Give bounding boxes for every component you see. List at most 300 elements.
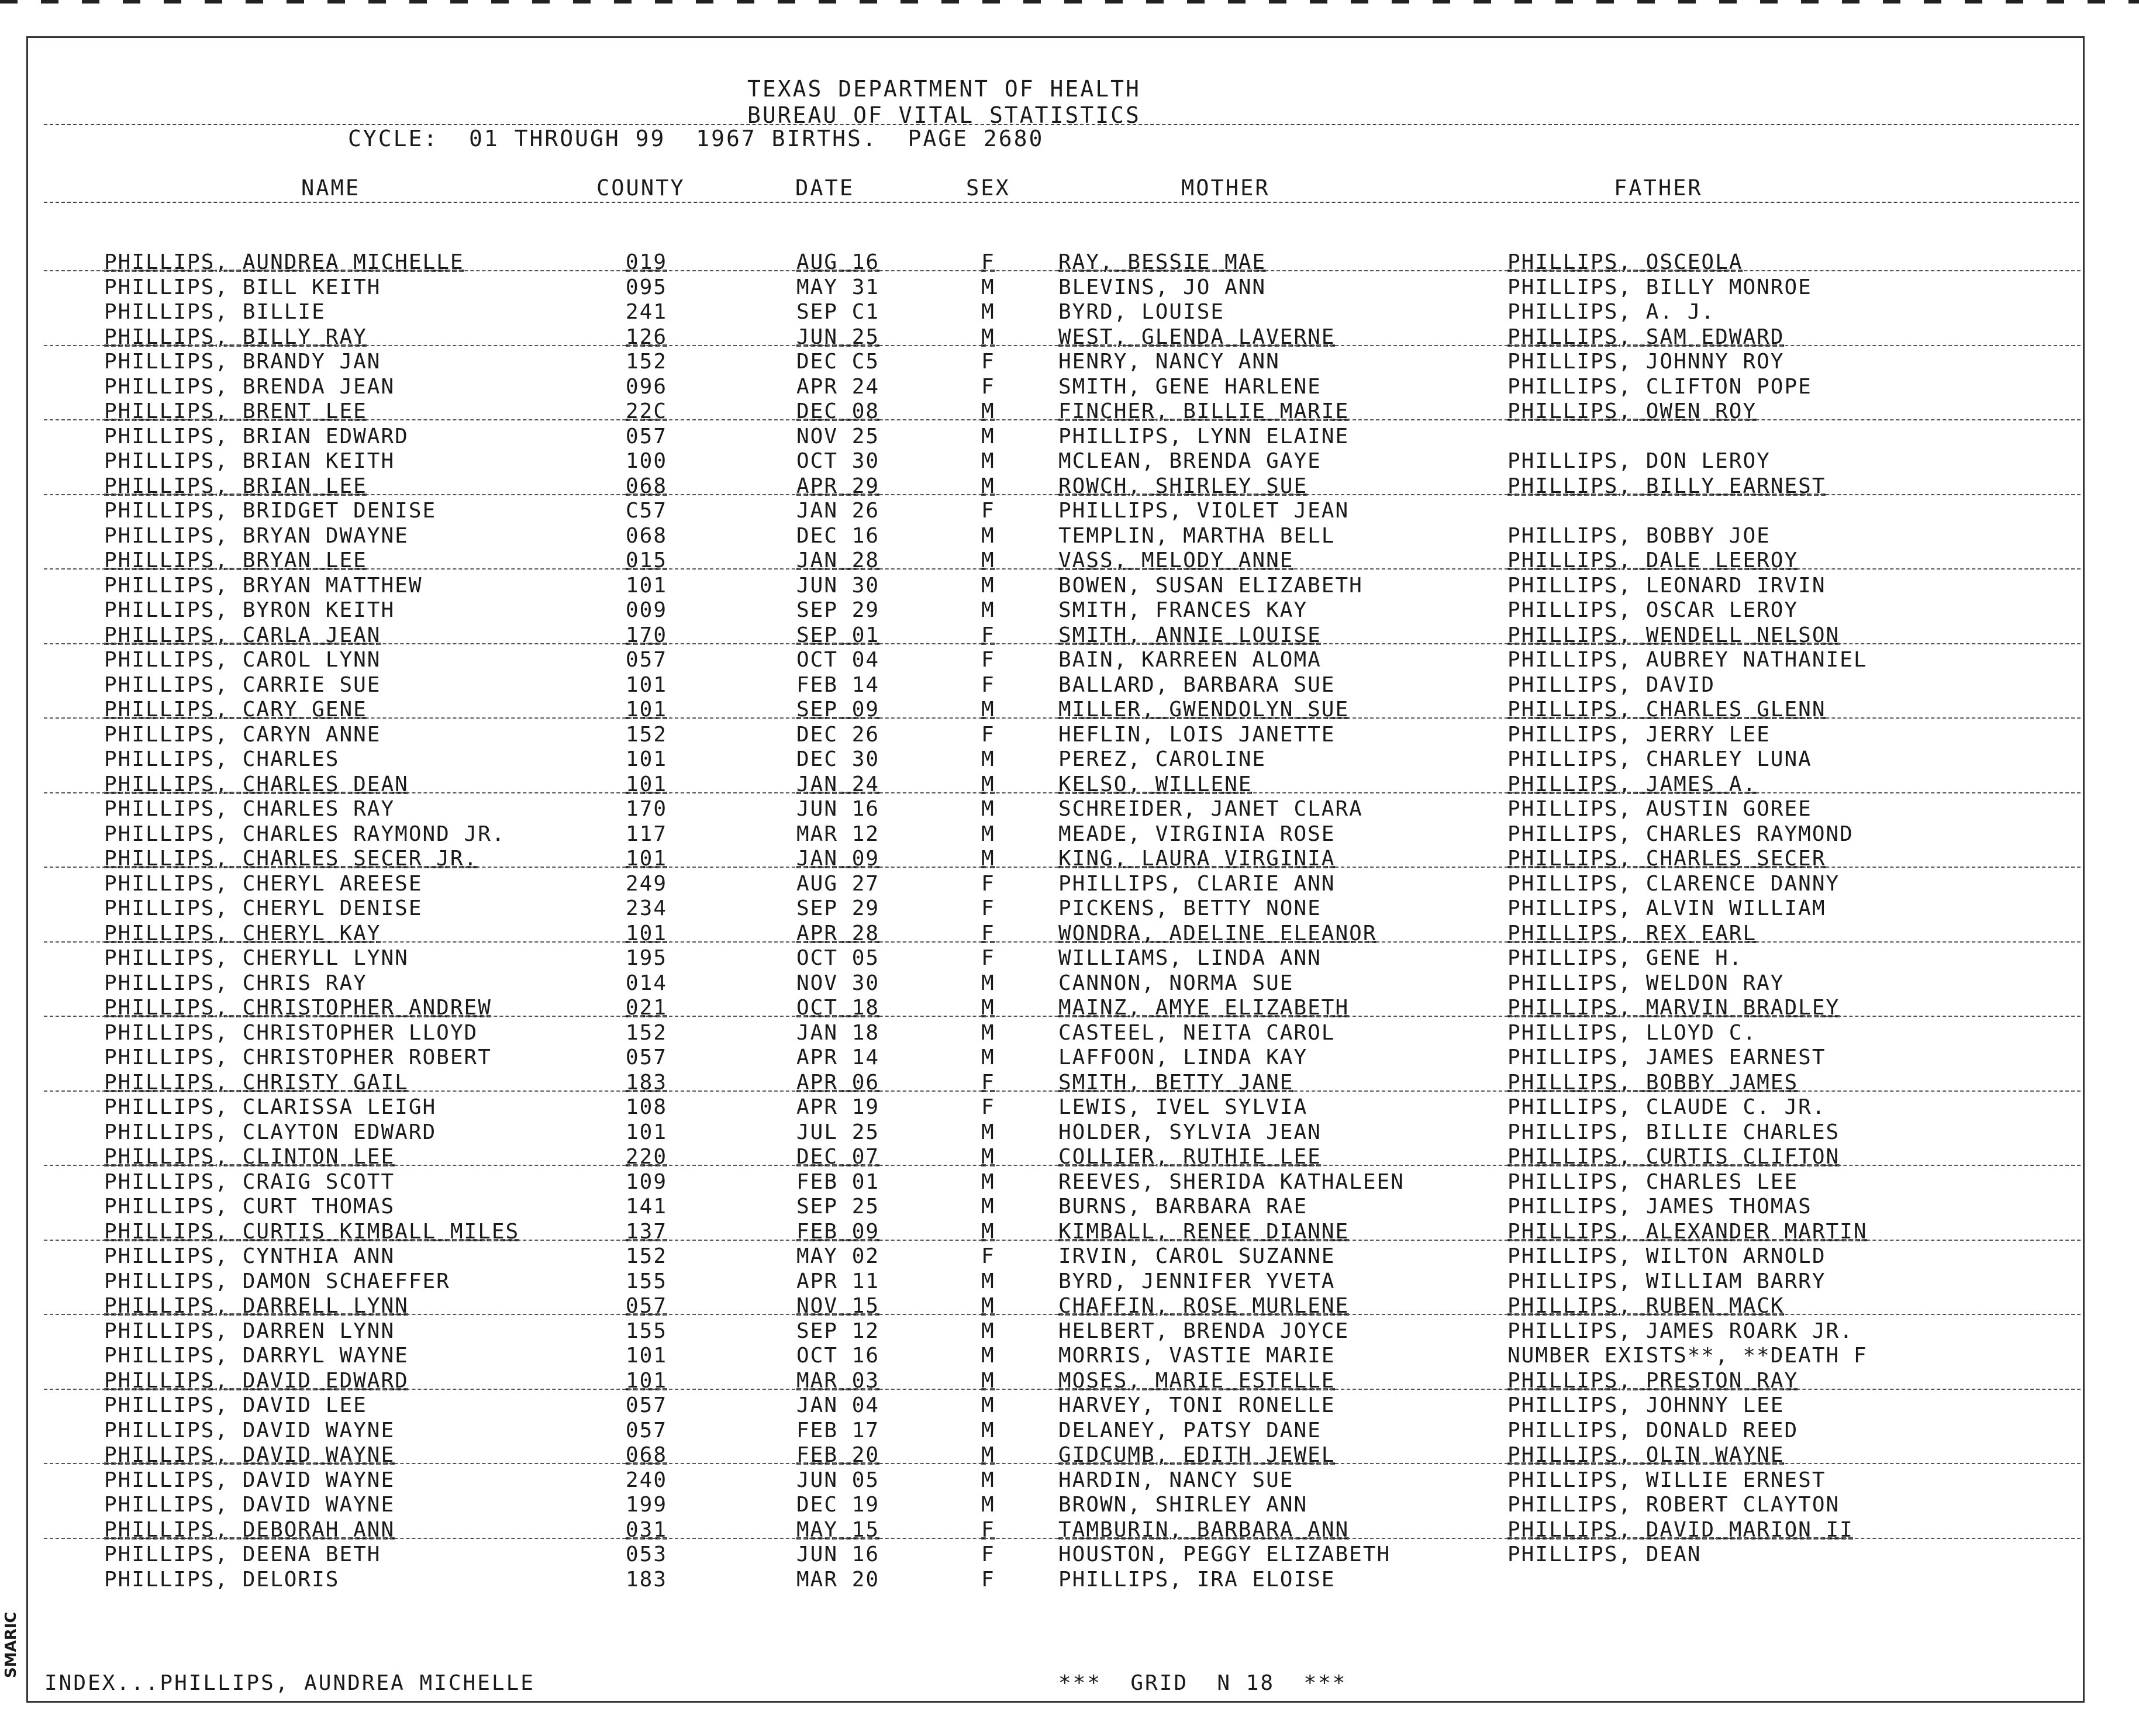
cell-county: 068 [626,523,668,548]
cell-mother: MCLEAN, BRENDA GAYE [1058,449,1322,473]
cell-sex: M [981,1344,995,1368]
cell-mother: SCHREIDER, JANET CLARA [1058,797,1363,821]
cell-name: PHILLIPS, BILLIE [104,300,326,324]
table-row [0,1045,2139,1070]
table-row [0,1369,2139,1393]
cell-date: SEP 01 [796,623,880,647]
cell-name: PHILLIPS, CHERYL AREESE [104,871,423,896]
table-row [0,747,2139,772]
table-row [0,1170,2139,1195]
cell-father: PHILLIPS, DAVID MARION II [1507,1517,1854,1542]
cell-county: 101 [626,1120,668,1144]
cell-sex: M [981,1393,995,1417]
cell-name: PHILLIPS, CURT THOMAS [104,1195,395,1219]
table-row [0,1095,2139,1120]
bureau-title: BUREAU OF VITAL STATISTICS [747,102,1141,128]
cell-county: 053 [626,1542,668,1566]
cell-father: PHILLIPS, DON LEROY [1507,449,1771,473]
cell-sex: M [981,325,995,349]
table-row [0,1319,2139,1344]
cell-father: NUMBER EXISTS**, **DEATH F [1507,1344,1868,1368]
table-row [0,399,2139,424]
cell-county: 155 [626,1319,668,1343]
cell-mother: LAFFOON, LINDA KAY [1058,1045,1308,1069]
cell-mother: BOWEN, SUSAN ELIZABETH [1058,573,1363,598]
cell-sex: M [981,1045,995,1069]
cell-sex: F [981,921,995,945]
cell-sex: M [981,449,995,473]
cell-date: MAY 31 [796,275,880,299]
table-row [0,1294,2139,1319]
cell-date: OCT 04 [796,648,880,672]
cell-county: 057 [626,1418,668,1442]
cell-father: PHILLIPS, WILLIE ERNEST [1507,1468,1826,1492]
table-row [0,1518,2139,1542]
agency-title: TEXAS DEPARTMENT OF HEALTH [747,76,1141,102]
cell-father: PHILLIPS, WENDELL NELSON [1507,623,1840,647]
cell-date: MAR 12 [796,822,880,846]
cell-mother: PICKENS, BETTY NONE [1058,896,1322,920]
cell-county: 199 [626,1493,668,1517]
cell-sex: F [981,871,995,896]
cell-date: JUN 30 [796,573,880,598]
cell-father: PHILLIPS, LLOYD C. [1507,1020,1757,1045]
table-row [0,996,2139,1020]
cell-father: PHILLIPS, ROBERT CLAYTON [1507,1493,1840,1517]
cell-father: PHILLIPS, BILLY EARNEST [1507,474,1826,498]
cell-date: OCT 16 [796,1344,880,1368]
cell-father: PHILLIPS, OWEN ROY [1507,399,1757,423]
column-header-date: DATE [795,175,855,201]
cell-sex: M [981,1468,995,1492]
cell-county: 009 [626,598,668,622]
cell-mother: WILLIAMS, LINDA ANN [1058,946,1322,970]
side-mark: SMARIC [2,1611,20,1678]
cell-date: APR 06 [796,1070,880,1095]
cell-county: 234 [626,896,668,920]
table-row [0,772,2139,797]
cell-sex: M [981,1418,995,1442]
cell-father: PHILLIPS, BILLY MONROE [1507,275,1812,299]
cell-sex: F [981,896,995,920]
cell-date: JAN 24 [796,772,880,796]
cell-county: 057 [626,1294,668,1318]
cell-sex: M [981,797,995,821]
cell-county: 155 [626,1269,668,1293]
cell-sex: M [981,424,995,448]
cell-date: DEC 19 [796,1493,880,1517]
cell-date: AUG 16 [796,250,880,274]
cell-date: FEB 14 [796,672,880,697]
cell-county: 101 [626,747,668,771]
table-row [0,574,2139,598]
table-row [0,1493,2139,1517]
table-row [0,1195,2139,1219]
table-row [0,1468,2139,1493]
cell-county: 170 [626,623,668,647]
table-row [0,822,2139,847]
cell-date: SEP C1 [796,300,880,324]
cell-date: APR 14 [796,1045,880,1069]
cell-name: PHILLIPS, CHARLES SECER JR. [104,847,478,871]
cell-county: 031 [626,1517,668,1542]
cell-name: PHILLIPS, BRIAN EDWARD [104,424,409,448]
table-row [0,1419,2139,1443]
cell-mother: SMITH, ANNIE LOUISE [1058,623,1322,647]
cell-name: PHILLIPS, DARRELL LYNN [104,1294,409,1318]
cell-mother: HOUSTON, PEGGY ELIZABETH [1058,1542,1391,1566]
cell-sex: F [981,672,995,697]
cell-mother: PHILLIPS, CLARIE ANN [1058,871,1336,896]
table-row [0,922,2139,946]
cell-sex: F [981,374,995,399]
cell-county: 152 [626,1020,668,1045]
cell-mother: RAY, BESSIE MAE [1058,250,1267,274]
cell-sex: M [981,1294,995,1318]
cell-county: 014 [626,971,668,995]
grid-footer: *** GRID N 18 *** [1058,1671,1347,1695]
cell-date: MAY 02 [796,1244,880,1268]
cell-father: PHILLIPS, BOBBY JAMES [1507,1070,1799,1095]
cell-father: PHILLIPS, DEAN [1507,1542,1702,1566]
cell-date: SEP 29 [796,598,880,622]
cell-county: 109 [626,1169,668,1194]
cell-name: PHILLIPS, DELORIS [104,1567,340,1592]
cell-name: PHILLIPS, DAMON SCHAEFFER [104,1269,450,1293]
cell-mother: WEST, GLENDA LAVERNE [1058,325,1336,349]
cell-sex: M [981,1219,995,1244]
cell-sex: F [981,1567,995,1592]
table-row [0,1344,2139,1368]
cell-name: PHILLIPS, AUNDREA MICHELLE [104,250,464,274]
cell-county: 108 [626,1095,668,1119]
table-row [0,946,2139,971]
cell-name: PHILLIPS, DARREN LYNN [104,1319,395,1343]
cell-county: 101 [626,698,668,722]
table-row [0,872,2139,896]
cell-county: 101 [626,1344,668,1368]
cell-father: PHILLIPS, OSCAR LEROY [1507,598,1799,622]
cell-mother: HOLDER, SYLVIA JEAN [1058,1120,1322,1144]
cell-sex: M [981,1368,995,1393]
cell-name: PHILLIPS, BILLY RAY [104,325,367,349]
cell-date: JAN 09 [796,847,880,871]
cell-date: SEP 12 [796,1319,880,1343]
table-row [0,275,2139,300]
cell-county: 249 [626,871,668,896]
cell-date: JAN 04 [796,1393,880,1417]
table-row [0,1568,2139,1592]
cell-date: NOV 30 [796,971,880,995]
index-footer: INDEX...PHILLIPS, AUNDREA MICHELLE [44,1671,535,1695]
cell-sex: M [981,698,995,722]
cell-sex: F [981,722,995,747]
cell-date: JUN 16 [796,797,880,821]
cell-father: PHILLIPS, JOHNNY ROY [1507,350,1785,374]
cell-date: JAN 18 [796,1020,880,1045]
cell-name: PHILLIPS, BRYAN MATTHEW [104,573,423,598]
table-row [0,1443,2139,1468]
cell-sex: M [981,598,995,622]
cell-date: DEC 16 [796,523,880,548]
cell-father: PHILLIPS, OSCEOLA [1507,250,1743,274]
cell-name: PHILLIPS, DEENA BETH [104,1542,381,1566]
cell-mother: HENRY, NANCY ANN [1058,350,1280,374]
cycle-line: CYCLE: 01 THROUGH 99 1967 BIRTHS. PAGE 2680 [348,126,1044,151]
table-row [0,1145,2139,1169]
cell-county: 068 [626,474,668,498]
cell-county: 100 [626,449,668,473]
cell-name: PHILLIPS, BYRON KEITH [104,598,395,622]
cell-county: 101 [626,847,668,871]
cell-name: PHILLIPS, CHERYL DENISE [104,896,423,920]
cell-mother: MEADE, VIRGINIA ROSE [1058,822,1336,846]
cell-county: 195 [626,946,668,970]
cell-mother: BLEVINS, JO ANN [1058,275,1267,299]
cell-father: PHILLIPS, CHARLES RAYMOND [1507,822,1854,846]
cell-name: PHILLIPS, BRIDGET DENISE [104,499,437,523]
cell-father: PHILLIPS, REX EARL [1507,921,1757,945]
cell-sex: M [981,1319,995,1343]
table-row [0,1393,2139,1418]
cell-father: PHILLIPS, JAMES ROARK JR. [1507,1319,1854,1343]
cell-county: 183 [626,1070,668,1095]
cell-name: PHILLIPS, CARYN ANNE [104,722,381,747]
cell-name: PHILLIPS, BRYAN DWAYNE [104,523,409,548]
cell-mother: HARVEY, TONI RONELLE [1058,1393,1336,1417]
table-row [0,548,2139,573]
table-row [0,499,2139,523]
cell-name: PHILLIPS, DEBORAH ANN [104,1517,395,1542]
cell-sex: M [981,275,995,299]
table-row [0,598,2139,623]
column-header-name: NAME [301,175,361,201]
cell-county: 152 [626,350,668,374]
table-row [0,350,2139,374]
column-header-mother: MOTHER [1181,175,1270,201]
cell-sex: F [981,499,995,523]
cell-date: DEC 30 [796,747,880,771]
cell-mother: FINCHER, BILLIE MARIE [1058,399,1350,423]
cell-sex: F [981,648,995,672]
cell-mother: KING, LAURA VIRGINIA [1058,847,1336,871]
cell-county: 170 [626,797,668,821]
cell-mother: HEFLIN, LOIS JANETTE [1058,722,1336,747]
table-row [0,375,2139,399]
cell-mother: CANNON, NORMA SUE [1058,971,1294,995]
cell-name: PHILLIPS, CHRISTOPHER ANDREW [104,996,492,1020]
cell-sex: M [981,523,995,548]
cell-county: 068 [626,1443,668,1467]
cell-name: PHILLIPS, CHERYLL LYNN [104,946,409,970]
cell-sex: M [981,399,995,423]
cell-sex: M [981,747,995,771]
cell-county: 057 [626,1393,668,1417]
cell-county: C57 [626,499,668,523]
table-row [0,1542,2139,1567]
cell-name: PHILLIPS, DAVID LEE [104,1393,367,1417]
cell-father: PHILLIPS, ALEXANDER MARTIN [1507,1219,1868,1244]
table-row [0,896,2139,921]
cell-name: PHILLIPS, CHARLES DEAN [104,772,409,796]
cell-date: NOV 25 [796,424,880,448]
cell-county: 101 [626,573,668,598]
top-edge-dashes [0,0,2139,4]
cell-county: 057 [626,648,668,672]
cell-sex: M [981,1169,995,1194]
cell-county: 101 [626,672,668,697]
cell-date: APR 19 [796,1095,880,1119]
cell-date: FEB 20 [796,1443,880,1467]
cell-name: PHILLIPS, CARLA JEAN [104,623,381,647]
table-row [0,1021,2139,1045]
cell-sex: M [981,996,995,1020]
cell-name: PHILLIPS, CHARLES [104,747,340,771]
cell-sex: M [981,822,995,846]
cell-county: 021 [626,996,668,1020]
table-row [0,1120,2139,1145]
cell-name: PHILLIPS, DAVID WAYNE [104,1418,395,1442]
cell-father: PHILLIPS, CLARENCE DANNY [1507,871,1840,896]
cell-mother: DELANEY, PATSY DANE [1058,1418,1322,1442]
cell-sex: F [981,1095,995,1119]
cell-mother: KELSO, WILLENE [1058,772,1253,796]
cell-county: 095 [626,275,668,299]
cell-father: PHILLIPS, ALVIN WILLIAM [1507,896,1826,920]
cell-sex: M [981,1493,995,1517]
cell-name: PHILLIPS, DAVID EDWARD [104,1368,409,1393]
cell-date: DEC C5 [796,350,880,374]
cell-county: 152 [626,1244,668,1268]
cell-sex: F [981,1542,995,1566]
cell-date: APR 28 [796,921,880,945]
cell-mother: MORRIS, VASTIE MARIE [1058,1344,1336,1368]
cell-father: PHILLIPS, WILLIAM BARRY [1507,1269,1826,1293]
cell-mother: ROWCH, SHIRLEY SUE [1058,474,1308,498]
cell-mother: IRVIN, CAROL SUZANNE [1058,1244,1336,1268]
cell-mother: BAIN, KARREEN ALOMA [1058,648,1322,672]
table-row [0,325,2139,350]
cell-father: PHILLIPS, BOBBY JOE [1507,523,1771,548]
cell-mother: HARDIN, NANCY SUE [1058,1468,1294,1492]
cell-mother: GIDCUMB, EDITH JEWEL [1058,1443,1336,1467]
cell-name: PHILLIPS, DAVID WAYNE [104,1468,395,1492]
cell-date: OCT 18 [796,996,880,1020]
cell-date: JUN 05 [796,1468,880,1492]
cell-sex: M [981,548,995,572]
cell-mother: BYRD, JENNIFER YVETA [1058,1269,1336,1293]
cell-county: 141 [626,1195,668,1219]
cell-father: PHILLIPS, CLAUDE C. JR. [1507,1095,1826,1119]
cell-sex: F [981,946,995,970]
cell-sex: M [981,971,995,995]
cell-date: FEB 01 [796,1169,880,1194]
cell-date: DEC 26 [796,722,880,747]
cell-father: PHILLIPS, A. J. [1507,300,1716,324]
cell-father: PHILLIPS, CHARLES LEE [1507,1169,1799,1194]
cell-mother: REEVES, SHERIDA KATHALEEN [1058,1169,1405,1194]
cell-father: PHILLIPS, BILLIE CHARLES [1507,1120,1840,1144]
cell-date: FEB 17 [796,1418,880,1442]
cell-county: 241 [626,300,668,324]
cell-father: PHILLIPS, JOHNNY LEE [1507,1393,1785,1417]
cell-county: 152 [626,722,668,747]
cell-father: PHILLIPS, CLIFTON POPE [1507,374,1812,399]
cell-mother: MOSES, MARIE ESTELLE [1058,1368,1336,1393]
cell-father: PHILLIPS, AUBREY NATHANIEL [1507,648,1868,672]
cell-father: PHILLIPS, LEONARD IRVIN [1507,573,1826,598]
cell-sex: F [981,350,995,374]
table-row [0,449,2139,474]
cell-sex: F [981,1070,995,1095]
cell-mother: LEWIS, IVEL SYLVIA [1058,1095,1308,1119]
cell-mother: SMITH, FRANCES KAY [1058,598,1308,622]
cell-date: JAN 26 [796,499,880,523]
cell-mother: VASS, MELODY ANNE [1058,548,1294,572]
cell-name: PHILLIPS, BRANDY JAN [104,350,381,374]
cell-father: PHILLIPS, CHARLES SECER [1507,847,1826,871]
cell-date: SEP 29 [796,896,880,920]
header-rule [44,124,2079,125]
cell-date: APR 29 [796,474,880,498]
cell-sex: F [981,623,995,647]
cell-mother: BYRD, LOUISE [1058,300,1225,324]
cell-sex: M [981,1195,995,1219]
cell-date: JUN 16 [796,1542,880,1566]
table-row [0,1269,2139,1294]
cell-father: PHILLIPS, GENE H. [1507,946,1743,970]
cell-date: DEC 07 [796,1145,880,1169]
cell-name: PHILLIPS, CHRISTOPHER ROBERT [104,1045,492,1069]
table-row [0,474,2139,499]
cell-father: PHILLIPS, WELDON RAY [1507,971,1785,995]
cell-name: PHILLIPS, CYNTHIA ANN [104,1244,395,1268]
cell-name: PHILLIPS, BILL KEITH [104,275,381,299]
column-header-sex: SEX [966,175,1010,201]
cell-name: PHILLIPS, BRENT LEE [104,399,367,423]
cell-name: PHILLIPS, DARRYL WAYNE [104,1344,409,1368]
cell-mother: PHILLIPS, VIOLET JEAN [1058,499,1350,523]
cell-father: PHILLIPS, DONALD REED [1507,1418,1799,1442]
cell-father: PHILLIPS, DALE LEEROY [1507,548,1799,572]
cell-father: PHILLIPS, DAVID [1507,672,1716,697]
cell-father: PHILLIPS, JAMES EARNEST [1507,1045,1826,1069]
cell-father: PHILLIPS, OLIN WAYNE [1507,1443,1785,1467]
cell-mother: CHAFFIN, ROSE MURLENE [1058,1294,1350,1318]
table-row [0,623,2139,648]
cell-sex: F [981,1517,995,1542]
cell-mother: SMITH, GENE HARLENE [1058,374,1322,399]
cell-sex: M [981,847,995,871]
cell-name: PHILLIPS, DAVID WAYNE [104,1493,395,1517]
cell-name: PHILLIPS, DAVID WAYNE [104,1443,395,1467]
cell-county: 015 [626,548,668,572]
cell-name: PHILLIPS, CLARISSA LEIGH [104,1095,437,1119]
cell-county: 220 [626,1145,668,1169]
cell-date: SEP 09 [796,698,880,722]
cell-mother: MAINZ, AMYE ELIZABETH [1058,996,1350,1020]
cell-sex: M [981,1269,995,1293]
cell-father: PHILLIPS, AUSTIN GOREE [1507,797,1812,821]
cell-sex: M [981,772,995,796]
cell-date: NOV 15 [796,1294,880,1318]
cell-mother: PHILLIPS, IRA ELOISE [1058,1567,1336,1592]
cell-mother: BURNS, BARBARA RAE [1058,1195,1308,1219]
cell-name: PHILLIPS, CARY GENE [104,698,367,722]
cell-date: MAR 20 [796,1567,880,1592]
cell-father: PHILLIPS, JAMES THOMAS [1507,1195,1812,1219]
cell-mother: SMITH, BETTY JANE [1058,1070,1294,1095]
